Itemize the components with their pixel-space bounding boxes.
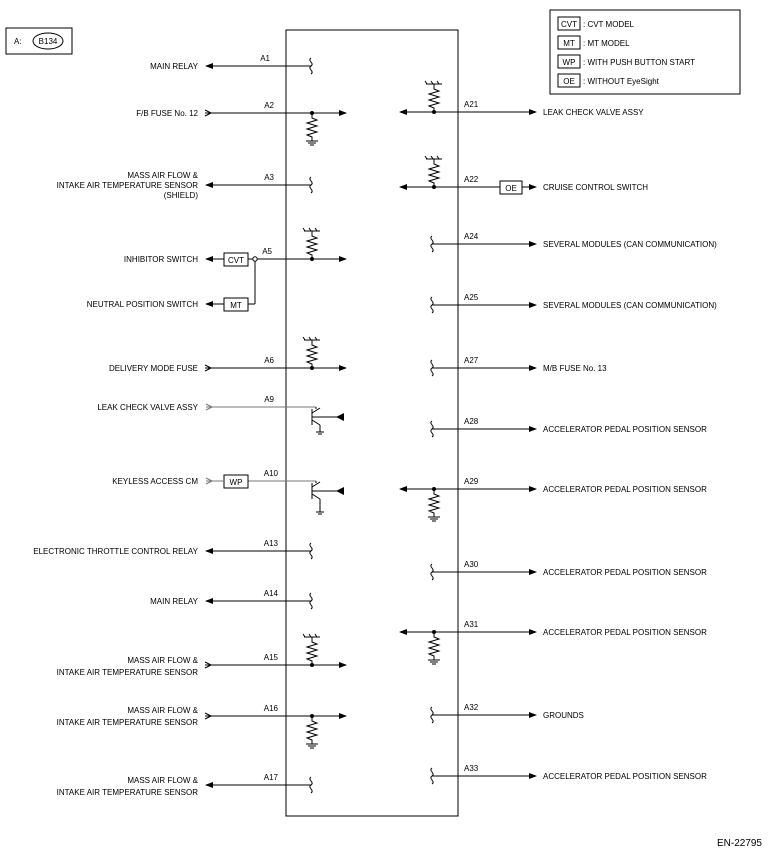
legend-text-wp: : WITH PUSH BUTTON START <box>583 58 696 67</box>
label-maf-a15-line2: INTAKE AIR TEMPERATURE SENSOR <box>56 668 198 677</box>
label-several-modules-1: SEVERAL MODULES (CAN COMMUNICATION) <box>543 240 717 249</box>
label-maf-a17-line1: MASS AIR FLOW & <box>127 776 198 785</box>
line-a28 <box>431 417 707 437</box>
line-a1 <box>150 54 312 74</box>
line-a27 <box>431 356 607 376</box>
label-inhibitor-switch: INHIBITOR SWITCH <box>123 255 198 264</box>
legend <box>550 10 740 94</box>
label-maf-line1: MASS AIR FLOW & <box>127 171 198 180</box>
label-fb-fuse: F/B FUSE No. 12 <box>136 109 198 118</box>
label-maf-a16-line2: INTAKE AIR TEMPERATURE SENSOR <box>56 718 198 727</box>
line-a22 <box>400 156 648 194</box>
pin-a5: A5 <box>262 247 272 256</box>
line-a25 <box>431 293 717 313</box>
label-keyless-access-cm: KEYLESS ACCESS CM <box>112 477 198 486</box>
label-several-modules-2: SEVERAL MODULES (CAN COMMUNICATION) <box>543 301 717 310</box>
label-apps-a33: ACCELERATOR PEDAL POSITION SENSOR <box>543 772 707 781</box>
line-a15 <box>57 634 346 677</box>
label-grounds: GROUNDS <box>543 711 584 720</box>
label-apps-a28: ACCELERATOR PEDAL POSITION SENSOR <box>543 425 707 434</box>
pin-a10: A10 <box>263 469 278 478</box>
label-maf-a16-line1: MASS AIR FLOW & <box>127 706 198 715</box>
legend-badge-oe: OE <box>563 77 575 86</box>
pin-a2: A2 <box>264 101 274 110</box>
label-apps-a31: ACCELERATOR PEDAL POSITION SENSOR <box>543 628 707 637</box>
pin-a15: A15 <box>263 653 278 662</box>
line-a31 <box>400 620 707 664</box>
pin-a13: A13 <box>263 539 278 548</box>
label-leak-check-valve-r: LEAK CHECK VALVE ASSY <box>543 108 644 117</box>
line-a5 <box>87 228 346 311</box>
pin-a27: A27 <box>464 356 479 365</box>
label-delivery-mode-fuse: DELIVERY MODE FUSE <box>108 364 198 373</box>
pin-a33: A33 <box>464 764 479 773</box>
badge-cvt: CVT <box>228 256 244 265</box>
line-a17 <box>57 773 313 797</box>
line-a3 <box>57 171 313 200</box>
connector-prefix: A: <box>14 37 22 46</box>
label-neutral-position-switch: NEUTRAL POSITION SWITCH <box>86 300 198 309</box>
line-a24 <box>431 232 717 252</box>
pin-a22: A22 <box>464 175 479 184</box>
badge-mt: MT <box>230 301 242 310</box>
label-maf-line2: INTAKE AIR TEMPERATURE SENSOR <box>56 181 198 190</box>
line-a29 <box>400 477 707 521</box>
pin-a28: A28 <box>464 417 479 426</box>
label-main-relay-2: MAIN RELAY <box>150 597 198 606</box>
line-a10 <box>112 469 344 514</box>
line-a33 <box>431 764 707 784</box>
label-maf-a15-line1: MASS AIR FLOW & <box>127 656 198 665</box>
pin-a31: A31 <box>464 620 479 629</box>
label-etc-relay: ELECTRONIC THROTTLE CONTROL RELAY <box>33 547 198 556</box>
line-a9 <box>97 395 344 434</box>
pin-a21: A21 <box>464 100 479 109</box>
line-a14 <box>150 589 312 609</box>
pin-a17: A17 <box>263 773 278 782</box>
label-apps-a30: ACCELERATOR PEDAL POSITION SENSOR <box>543 568 707 577</box>
pin-a29: A29 <box>464 477 479 486</box>
legend-badge-mt: MT <box>563 39 575 48</box>
line-a30 <box>431 560 707 580</box>
pin-a14: A14 <box>263 589 278 598</box>
legend-badge-wp: WP <box>562 58 576 67</box>
line-a6 <box>109 337 346 373</box>
line-a2 <box>136 101 346 145</box>
pin-a16: A16 <box>263 704 278 713</box>
pin-a32: A32 <box>464 703 479 712</box>
pin-a3: A3 <box>264 173 274 182</box>
connector-code: B134 <box>38 37 58 46</box>
label-main-relay: MAIN RELAY <box>150 62 198 71</box>
line-a32 <box>431 703 584 723</box>
label-leak-check-valve: LEAK CHECK VALVE ASSY <box>97 403 198 412</box>
pin-a30: A30 <box>464 560 479 569</box>
pin-a1: A1 <box>260 54 270 63</box>
connector-tag <box>6 28 72 54</box>
label-cruise-control-switch: CRUISE CONTROL SWITCH <box>543 183 649 192</box>
label-mb-fuse: M/B FUSE No. 13 <box>543 364 607 373</box>
label-maf-line3: (SHIELD) <box>163 191 198 200</box>
badge-oe: OE <box>505 184 517 193</box>
line-a21 <box>400 81 644 117</box>
pin-a6: A6 <box>264 356 274 365</box>
badge-wp: WP <box>229 478 243 487</box>
pin-a9: A9 <box>264 395 274 404</box>
pin-a24: A24 <box>464 232 479 241</box>
figure-code: EN-22795 <box>716 838 762 849</box>
label-apps-a29: ACCELERATOR PEDAL POSITION SENSOR <box>543 485 707 494</box>
pin-a25: A25 <box>464 293 479 302</box>
legend-badge-cvt: CVT <box>561 20 577 29</box>
line-a13 <box>33 539 312 559</box>
legend-text-oe: : WITHOUT EyeSight <box>583 77 659 86</box>
legend-text-cvt: : CVT MODEL <box>583 20 634 29</box>
legend-text-mt: : MT MODEL <box>583 39 630 48</box>
line-a16 <box>57 704 346 748</box>
label-maf-a17-line2: INTAKE AIR TEMPERATURE SENSOR <box>56 788 198 797</box>
